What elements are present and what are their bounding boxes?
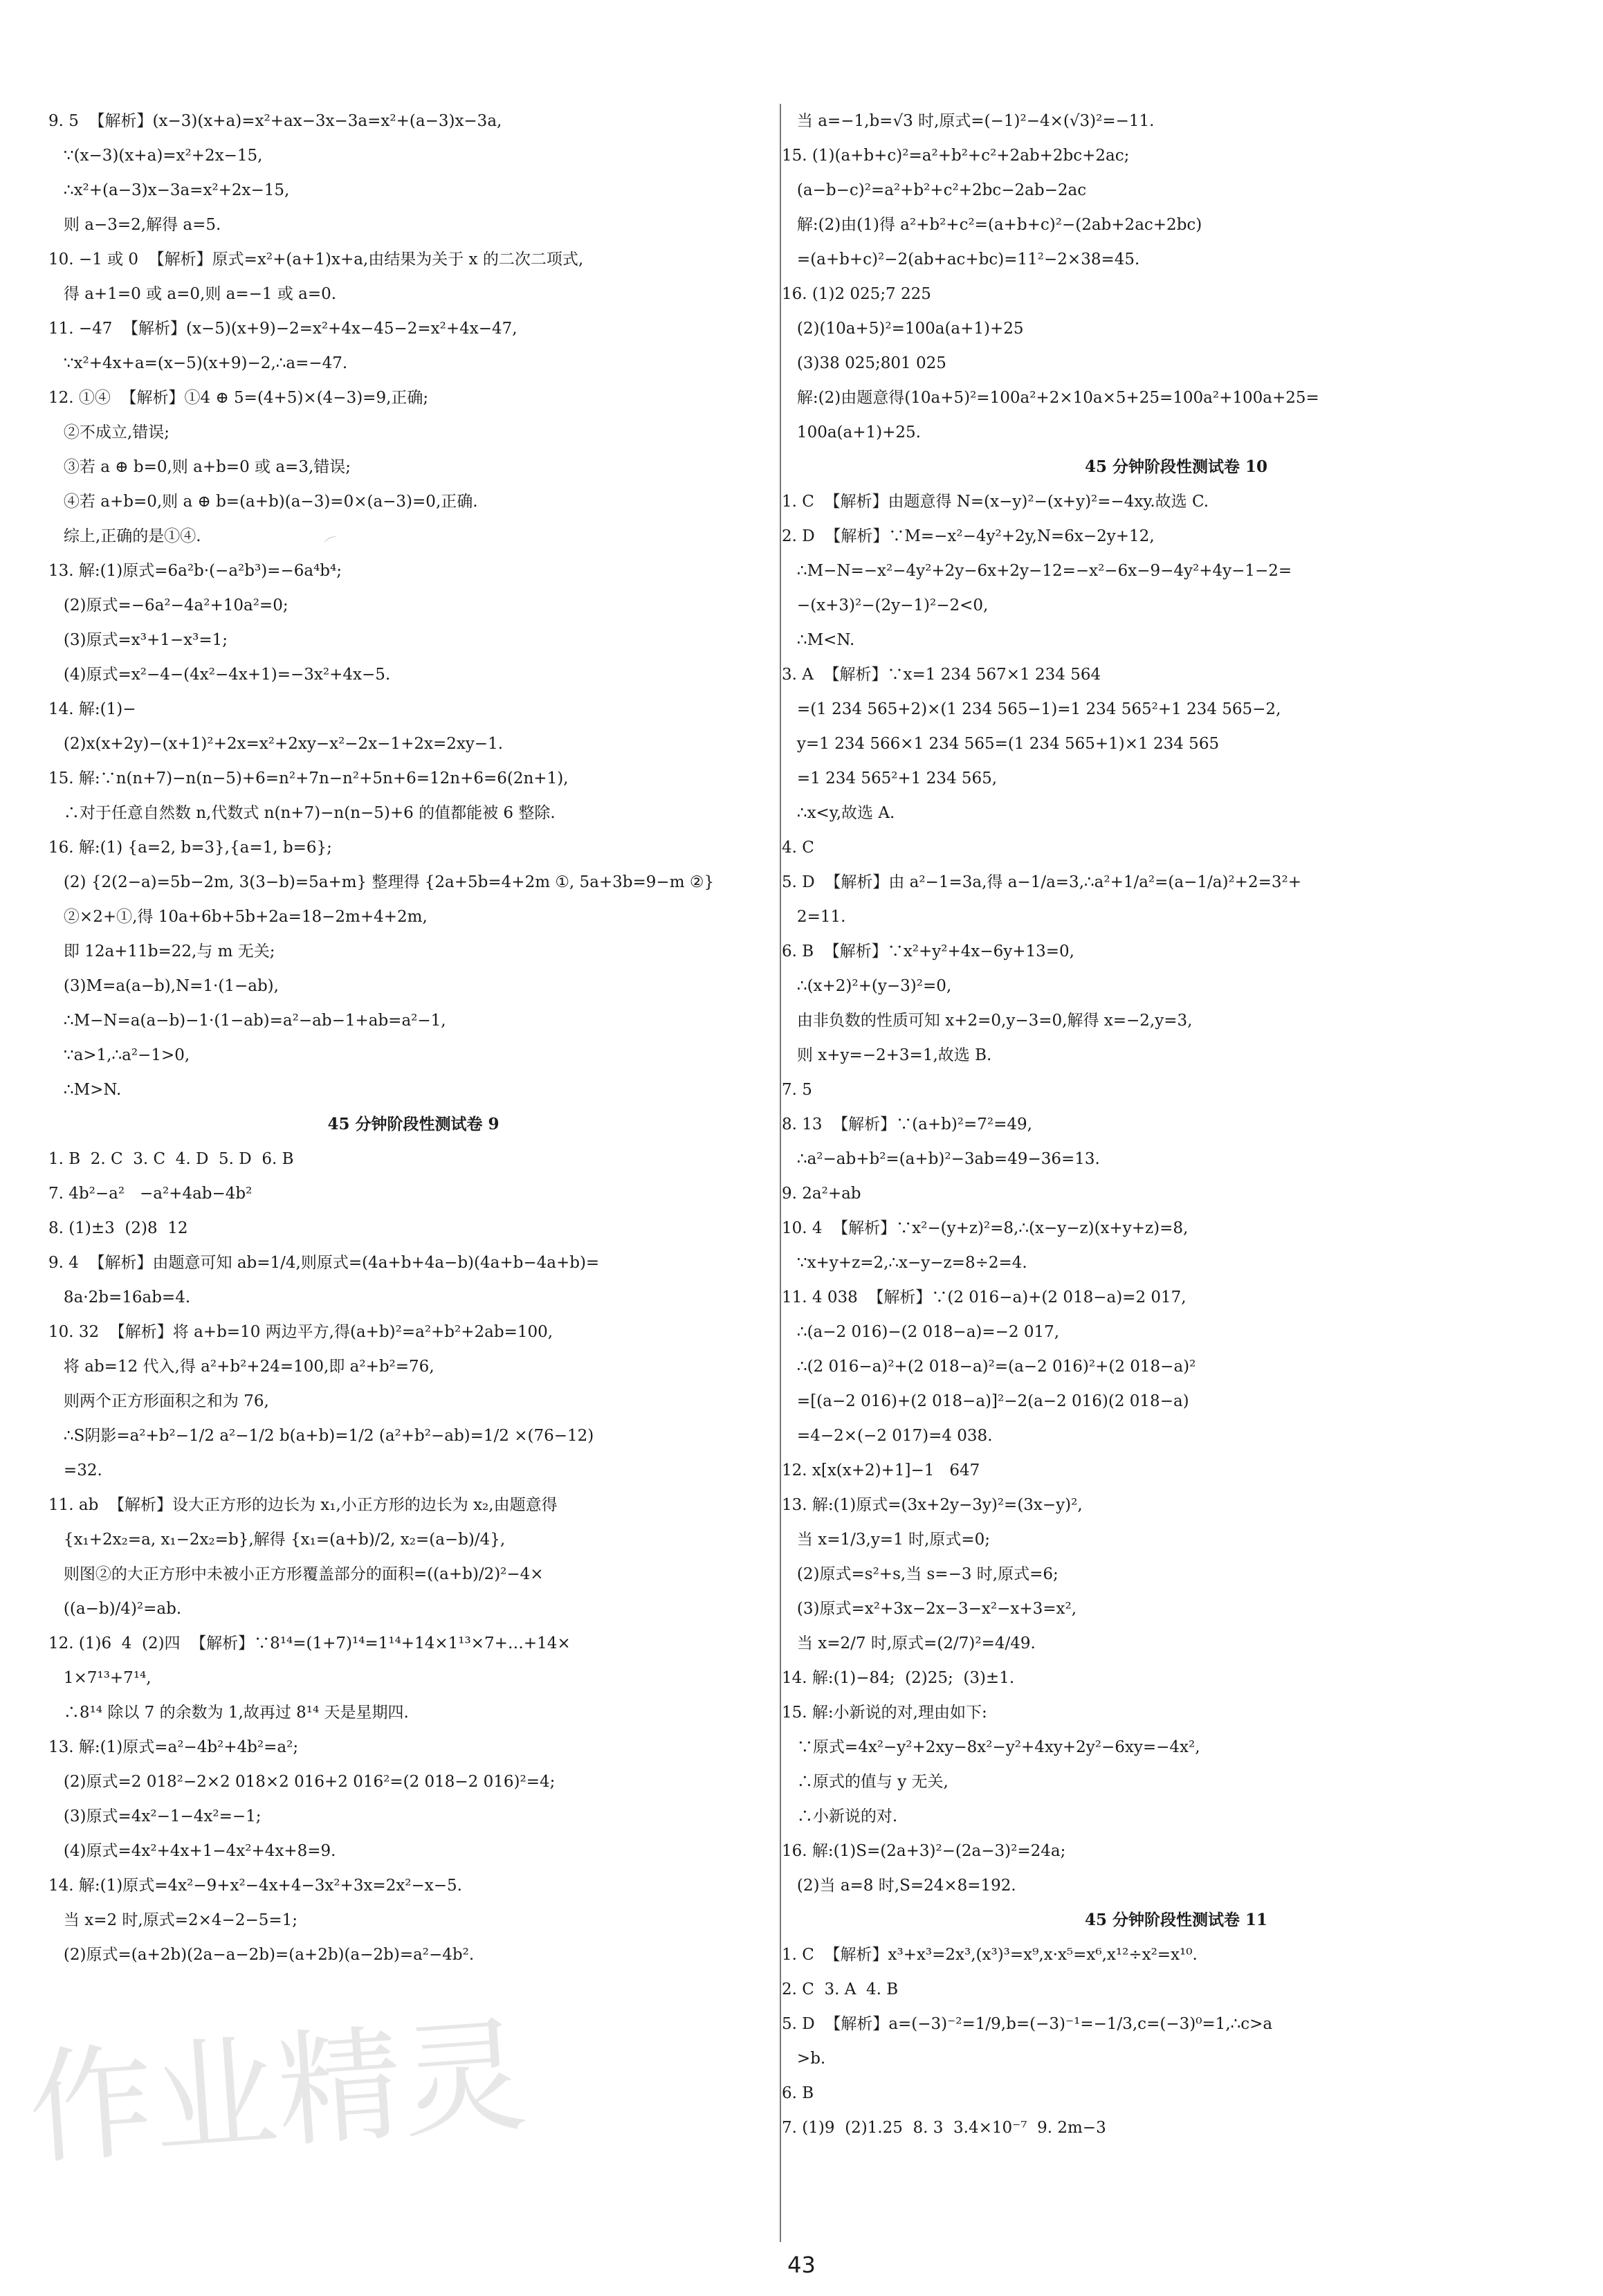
section-heading: 45 分钟阶段性测试卷 11 bbox=[1084, 1911, 1268, 1929]
answer-line: (3)原式=x²+3x−2x−3−x²−x+3=x², bbox=[782, 1600, 1077, 1618]
answer-line: 15. 解:∵n(n+7)−n(n−5)+6=n²+7n−n²+5n+6=12n+6=6(2n+1), bbox=[48, 769, 569, 787]
answer-line: 2=11. bbox=[782, 908, 846, 926]
answer-line: 1. C 【解析】由题意得 N=(x−y)²−(x+y)²=−4xy.故选 C. bbox=[782, 493, 1209, 511]
answer-line: (3)原式=x³+1−x³=1; bbox=[48, 631, 228, 649]
answer-line: ∴(2 016−a)²+(2 018−a)²=(a−2 016)²+(2 018−a)² bbox=[782, 1358, 1196, 1376]
answer-line: 当 x=2 时,原式=2×4−2−5=1; bbox=[48, 1911, 298, 1929]
answer-line: ②×2+①,得 10a+6b+5b+2a=18−2m+4+2m, bbox=[48, 908, 428, 926]
answer-line: 16. 解:(1) {a=2, b=3},{a=1, b=6}; bbox=[48, 839, 332, 857]
answer-line: (2)x(x+2y)−(x+1)²+2x=x²+2xy−x²−2x−1+2x=2xy−1. bbox=[48, 735, 504, 753]
answer-line: 10. 4 【解析】∵x²−(y+z)²=8,∴(x−y−z)(x+y+z)=8, bbox=[782, 1219, 1189, 1237]
answer-line: =1 234 565²+1 234 565, bbox=[782, 769, 998, 787]
answer-line: ∴8¹⁴ 除以 7 的余数为 1,故再过 8¹⁴ 天是星期四. bbox=[48, 1704, 409, 1722]
answer-line: 2. D 【解析】∵M=−x²−4y²+2y,N=6x−2y+12, bbox=[782, 527, 1155, 545]
answer-line: 13. 解:(1)原式=6a²b·(−a²b³)=−6a⁴b⁴; bbox=[48, 562, 342, 580]
answer-line: ∴对于任意自然数 n,代数式 n(n+7)−n(n−5)+6 的值都能被 6 整除. bbox=[48, 804, 556, 822]
left-column bbox=[48, 104, 778, 1972]
answer-line: =[(a−2 016)+(2 018−a)]²−2(a−2 016)(2 018−a) bbox=[782, 1392, 1189, 1410]
answer-line: =32. bbox=[48, 1461, 102, 1479]
answer-line: 解:(2)由(1)得 a²+b²+c²=(a+b+c)²−(2ab+2ac+2bc) bbox=[782, 216, 1202, 234]
answer-line: 9. 4 【解析】由题意可知 ab=1/4,则原式=(4a+b+4a−b)(4a+b−4a+b)= bbox=[48, 1254, 600, 1272]
answer-line: 13. 解:(1)原式=a²−4b²+4b²=a²; bbox=[48, 1738, 299, 1756]
answer-line: 9. 2a²+ab bbox=[782, 1185, 861, 1203]
answer-line: 1. B 2. C 3. C 4. D 5. D 6. B bbox=[48, 1150, 294, 1168]
answer-line: 100a(a+1)+25. bbox=[782, 423, 921, 441]
answer-line: 则 a−3=2,解得 a=5. bbox=[48, 216, 221, 234]
answer-line: 11. 4 038 【解析】∵(2 016−a)+(2 018−a)=2 017, bbox=[782, 1288, 1187, 1306]
answer-line: 7. 5 bbox=[782, 1081, 812, 1099]
answer-line: 解:(2)由题意得(10a+5)²=100a²+2×10a×5+25=100a²+100a+25= bbox=[782, 389, 1319, 407]
answer-line: (3)M=a(a−b),N=1·(1−ab), bbox=[48, 977, 279, 995]
answer-line: (3)38 025;801 025 bbox=[782, 354, 946, 372]
answer-line: 5. D 【解析】由 a²−1=3a,得 a−1/a=3,∴a²+1/a²=(a−1/a)²+2=3²+ bbox=[782, 873, 1301, 891]
answer-line: 11. −47 【解析】(x−5)(x+9)−2=x²+4x−45−2=x²+4x−47, bbox=[48, 320, 517, 338]
answer-line: 16. 解:(1)S=(2a+3)²−(2a−3)²=24a; bbox=[782, 1842, 1066, 1860]
answer-line: ∴x²+(a−3)x−3a=x²+2x−15, bbox=[48, 181, 290, 199]
answer-line: ∴(a−2 016)−(2 018−a)=−2 017, bbox=[782, 1323, 1060, 1341]
answer-line: ∴M<N. bbox=[782, 631, 855, 649]
right-column bbox=[782, 104, 1570, 2145]
answer-line: ②不成立,错误; bbox=[48, 423, 170, 441]
answer-line: 15. 解:小新说的对,理由如下: bbox=[782, 1704, 987, 1722]
answer-line: ④若 a+b=0,则 a ⊕ b=(a+b)(a−3)=0×(a−3)=0,正确. bbox=[48, 493, 478, 511]
answer-line: ∵x²+4x+a=(x−5)(x+9)−2,∴a=−47. bbox=[48, 354, 348, 372]
answer-line: >b. bbox=[782, 2050, 826, 2068]
answer-line: 14. 解:(1)原式=4x²−9+x²−4x+4−3x²+3x=2x²−x−5. bbox=[48, 1877, 462, 1895]
section-heading: 45 分钟阶段性测试卷 9 bbox=[327, 1115, 500, 1133]
answer-line: (4)原式=x²−4−(4x²−4x+1)=−3x²+4x−5. bbox=[48, 666, 391, 684]
answer-line: (2)原式=−6a²−4a²+10a²=0; bbox=[48, 596, 288, 614]
answer-line: =(a+b+c)²−2(ab+ac+bc)=11²−2×38=45. bbox=[782, 250, 1140, 268]
answer-line: 1×7¹³+7¹⁴, bbox=[48, 1669, 152, 1687]
answer-line: 9. 5 【解析】(x−3)(x+a)=x²+ax−3x−3a=x²+(a−3)x−3a, bbox=[48, 112, 502, 130]
answer-line: 当 x=2/7 时,原式=(2/7)²=4/49. bbox=[782, 1634, 1036, 1652]
answer-line: 8a·2b=16ab=4. bbox=[48, 1288, 191, 1306]
answer-line: 7. (1)9 (2)1.25 8. 3 3.4×10⁻⁷ 9. 2m−3 bbox=[782, 2119, 1106, 2137]
answer-line: =4−2×(−2 017)=4 038. bbox=[782, 1427, 993, 1445]
answer-line: ③若 a ⊕ b=0,则 a+b=0 或 a=3,错误; bbox=[48, 458, 351, 476]
answer-line: 则 x+y=−2+3=1,故选 B. bbox=[782, 1046, 992, 1064]
answer-line: 8. 13 【解析】∵(a+b)²=7²=49, bbox=[782, 1115, 1032, 1133]
answer-line: 4. C bbox=[782, 839, 814, 857]
answer-line: 则图②的大正方形中未被小正方形覆盖部分的面积=((a+b)/2)²−4× bbox=[48, 1565, 544, 1583]
answer-line: (2)当 a=8 时,S=24×8=192. bbox=[782, 1877, 1016, 1895]
answer-line: 则两个正方形面积之和为 76, bbox=[48, 1392, 269, 1410]
answer-line: (a−b−c)²=a²+b²+c²+2bc−2ab−2ac bbox=[782, 181, 1087, 199]
answer-line: 15. (1)(a+b+c)²=a²+b²+c²+2ab+2bc+2ac; bbox=[782, 147, 1130, 165]
answer-line: 11. ab 【解析】设大正方形的边长为 x₁,小正方形的边长为 x₂,由题意得 bbox=[48, 1496, 558, 1514]
answer-line: 将 ab=12 代入,得 a²+b²+24=100,即 a²+b²=76, bbox=[48, 1358, 434, 1376]
answer-line: {x₁+2x₂=a, x₁−2x₂=b},解得 {x₁=(a+b)/2, x₂=(a−b)/4}, bbox=[48, 1531, 506, 1549]
answer-line: ∵(x−3)(x+a)=x²+2x−15, bbox=[48, 147, 263, 165]
answer-line: ∴S阴影=a²+b²−1/2 a²−1/2 b(a+b)=1/2 (a²+b²−ab)=1/2 ×(76−12) bbox=[48, 1427, 594, 1445]
page-number: 43 bbox=[787, 2252, 816, 2278]
answer-line: 由非负数的性质可知 x+2=0,y−3=0,解得 x=−2,y=3, bbox=[782, 1012, 1193, 1030]
answer-line: (2) {2(2−a)=5b−2m, 3(3−b)=5a+m} 整理得 {2a+5b=4+2m ①, 5a+3b=9−m ②} bbox=[48, 873, 715, 891]
answer-line: 16. (1)2 025;7 225 bbox=[782, 285, 931, 303]
answer-line: ∴a²−ab+b²=(a+b)²−3ab=49−36=13. bbox=[782, 1150, 1100, 1168]
answer-line: (2)原式=(a+2b)(2a−a−2b)=(a+2b)(a−2b)=a²−4b². bbox=[48, 1946, 475, 1964]
answer-line: ((a−b)/4)²=ab. bbox=[48, 1600, 182, 1618]
answer-line: 6. B 【解析】∵x²+y²+4x−6y+13=0, bbox=[782, 942, 1074, 960]
answer-line: ∴原式的值与 y 无关, bbox=[782, 1773, 949, 1791]
answer-line: ∵x+y+z=2,∴x−y−z=8÷2=4. bbox=[782, 1254, 1027, 1272]
answer-line: ∴x<y,故选 A. bbox=[782, 804, 895, 822]
answer-line: 5. D 【解析】a=(−3)⁻²=1/9,b=(−3)⁻¹=−1/3,c=(−3)⁰=1,∴c>a bbox=[782, 2015, 1273, 2033]
answer-line: (2)原式=2 018²−2×2 018×2 016+2 016²=(2 018−2 016)²=4; bbox=[48, 1773, 556, 1791]
answer-line: ∴小新说的对. bbox=[782, 1807, 898, 1825]
answer-line: 当 a=−1,b=√3 时,原式=(−1)²−4×(√3)²=−11. bbox=[782, 112, 1155, 130]
answer-line: 综上,正确的是①④. bbox=[48, 527, 201, 545]
answer-line: 7. 4b²−a² −a²+4ab−4b² bbox=[48, 1185, 253, 1203]
answer-line: ∵a>1,∴a²−1>0, bbox=[48, 1046, 190, 1064]
answer-line: 1. C 【解析】x³+x³=2x³,(x³)³=x⁹,x·x⁵=x⁶,x¹²÷x²=x¹⁰. bbox=[782, 1946, 1198, 1964]
answer-line: 当 x=1/3,y=1 时,原式=0; bbox=[782, 1531, 990, 1549]
answer-line: 14. 解:(1)− bbox=[48, 700, 136, 718]
answer-line: 10. 32 【解析】将 a+b=10 两边平方,得(a+b)²=a²+b²+2ab=100, bbox=[48, 1323, 553, 1341]
answer-line: 12. ①④ 【解析】①4 ⊕ 5=(4+5)×(4−3)=9,正确; bbox=[48, 389, 429, 407]
answer-line: 13. 解:(1)原式=(3x+2y−3y)²=(3x−y)², bbox=[782, 1496, 1083, 1514]
answer-line: ∴M>N. bbox=[48, 1081, 122, 1099]
answer-line: (4)原式=4x²+4x+1−4x²+4x+8=9. bbox=[48, 1842, 336, 1860]
answer-line: (3)原式=4x²−1−4x²=−1; bbox=[48, 1807, 262, 1825]
answer-line: 12. x[x(x+2)+1]−1 647 bbox=[782, 1461, 980, 1479]
answer-line: 14. 解:(1)−84; (2)25; (3)±1. bbox=[782, 1669, 1015, 1687]
column-divider bbox=[780, 104, 781, 2242]
section-heading: 45 分钟阶段性测试卷 10 bbox=[1084, 457, 1268, 476]
answer-line: y=1 234 566×1 234 565=(1 234 565+1)×1 234 565 bbox=[782, 735, 1220, 753]
watermark-text: 作业精灵 bbox=[24, 2003, 531, 2183]
answer-line: 得 a+1=0 或 a=0,则 a=−1 或 a=0. bbox=[48, 285, 337, 303]
answer-line: ∴M−N=−x²−4y²+2y−6x+2y−12=−x²−6x−9−4y²+4y−1−2= bbox=[782, 562, 1292, 580]
answer-line: 6. B bbox=[782, 2084, 814, 2102]
answer-line: =(1 234 565+2)×(1 234 565−1)=1 234 565²+1 234 565−2, bbox=[782, 700, 1281, 718]
answer-line: (2)(10a+5)²=100a(a+1)+25 bbox=[782, 320, 1024, 338]
answer-line: 10. −1 或 0 【解析】原式=x²+(a+1)x+a,由结果为关于 x 的二次二项式, bbox=[48, 250, 584, 268]
answer-line: 3. A 【解析】∵x=1 234 567×1 234 564 bbox=[782, 666, 1101, 684]
answer-line: 8. (1)±3 (2)8 12 bbox=[48, 1219, 188, 1237]
answer-line: 2. C 3. A 4. B bbox=[782, 1980, 899, 1998]
answer-line: ∴M−N=a(a−b)−1·(1−ab)=a²−ab−1+ab=a²−1, bbox=[48, 1012, 446, 1030]
answer-line: 即 12a+11b=22,与 m 无关; bbox=[48, 942, 275, 960]
answer-line: (2)原式=s²+s,当 s=−3 时,原式=6; bbox=[782, 1565, 1059, 1583]
answer-line: 12. (1)6 4 (2)四 【解析】∵8¹⁴=(1+7)¹⁴=1¹⁴+14×1¹³×7+…+14× bbox=[48, 1634, 571, 1652]
scan-stamp-mark: ⌒ bbox=[322, 533, 342, 554]
answer-line: −(x+3)²−(2y−1)²−2<0, bbox=[782, 596, 989, 614]
answer-line: ∵原式=4x²−y²+2xy−8x²−y²+4xy+2y²−6xy=−4x², bbox=[782, 1738, 1200, 1756]
answer-line: ∴(x+2)²+(y−3)²=0, bbox=[782, 977, 952, 995]
